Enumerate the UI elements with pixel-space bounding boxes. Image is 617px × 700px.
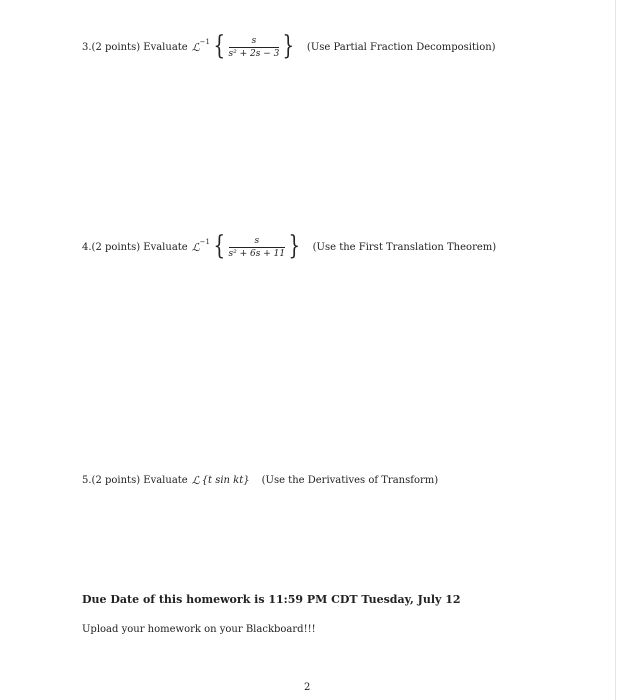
problem-5-expression: {t sin kt} xyxy=(201,475,250,486)
problem-4-label: 4.(2 points) Evaluate xyxy=(82,241,188,253)
fraction xyxy=(229,236,286,259)
due-date: Due Date of this homework is 11:59 PM CDT Tuesday, July 12 xyxy=(82,593,461,606)
left-brace: { xyxy=(213,31,226,61)
upload-note: Upload your homework on your Blackboard!!! xyxy=(82,624,316,635)
laplace-operator: ℒ xyxy=(191,474,200,487)
problem-5-label: 5.(2 points) Evaluate xyxy=(82,475,188,486)
laplace-operator: ℒ xyxy=(191,40,200,54)
fraction-numerator: s xyxy=(229,236,286,248)
problem-4-hint: (Use the First Translation Theorem) xyxy=(312,241,497,253)
problem-5 xyxy=(82,474,438,487)
left-brace: { xyxy=(213,231,226,261)
right-brace: } xyxy=(288,231,301,261)
fraction-denominator: s² + 2s − 3 xyxy=(228,48,280,59)
fraction xyxy=(229,36,280,59)
problem-3-hint: (Use Partial Fraction Decomposition) xyxy=(306,41,496,53)
right-brace: } xyxy=(282,31,295,61)
fraction-numerator: s xyxy=(229,36,280,48)
inverse-superscript: −1 xyxy=(199,38,210,46)
page-number: 2 xyxy=(304,682,311,693)
problem-3-label: 3.(2 points) Evaluate xyxy=(82,41,188,53)
problem-5-hint: (Use the Derivatives of Transform) xyxy=(261,475,439,486)
problem-3 xyxy=(82,31,496,61)
laplace-operator: ℒ xyxy=(191,240,200,254)
inverse-superscript: −1 xyxy=(199,238,210,246)
problem-4 xyxy=(82,231,497,261)
fraction-denominator: s² + 6s + 11 xyxy=(228,248,286,259)
